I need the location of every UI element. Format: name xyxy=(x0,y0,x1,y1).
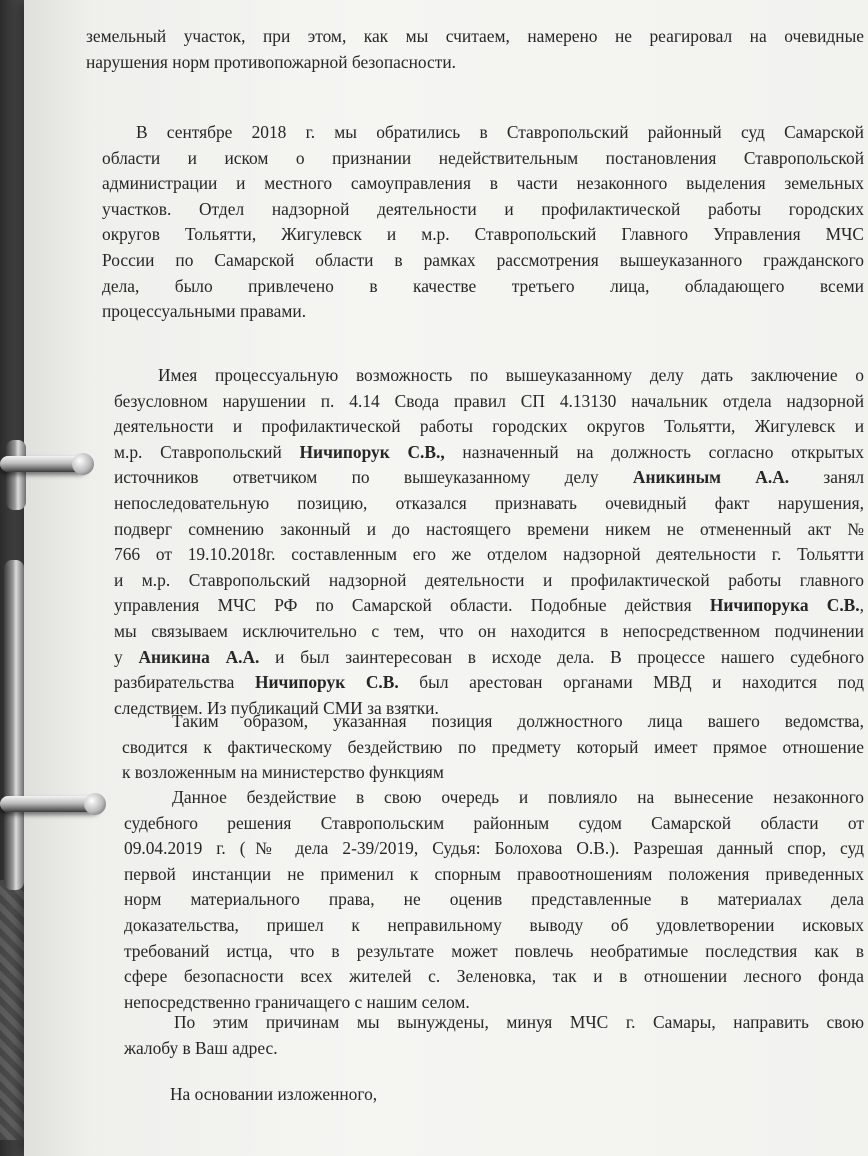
paragraph-september xyxy=(102,120,864,325)
paragraph-basis xyxy=(170,1082,670,1108)
text-line: первой инстанции не применил к спорным правоотношениям положения приведенных xyxy=(124,863,864,884)
binder-ring-end xyxy=(72,453,94,475)
text-line: и м.р. Ставропольский надзорной деятельности и профилактической работы главного xyxy=(114,569,864,590)
text-line: Данное бездействие в свою очередь и повлияло на вынесение незаконного xyxy=(172,787,864,807)
text-line: непосредственно граничащего с нашим селом. xyxy=(124,991,470,1012)
text-line: дела, было привлечено в качестве третьего лица, обладающего всеми xyxy=(102,275,864,296)
text-line: Таким образом, указанная позиция должностного лица вашего ведомства, xyxy=(172,711,864,731)
text-line: процессуальными правами. xyxy=(102,301,307,322)
text-run: разбирательства xyxy=(114,672,255,693)
text-line: деятельности и профилактической работы городских округов Тольятти, Жигулевск и xyxy=(114,416,864,437)
text-run: и был заинтересован в исходе дела. В процессе нашего судебного xyxy=(259,646,864,667)
paragraph-inaction xyxy=(124,785,864,1015)
text-line: норм материального права, не оценив представленные в материалах дела xyxy=(124,889,864,910)
text-run: , xyxy=(859,595,864,616)
binder-ring-post xyxy=(4,560,24,890)
text-line xyxy=(114,440,864,466)
text-line: сводится к фактическому бездействию по предмету который имеет прямое отношение xyxy=(122,736,864,757)
text-line: безусловном нарушении п. 4.14 Свода правил СП 4.13130 начальник отдела надзорной xyxy=(114,390,864,411)
text-line: требований истца, что в результате может повлечь необратимые последствия как в xyxy=(124,940,864,961)
text-run: управления МЧС РФ по Самарской области. Подобные действия xyxy=(114,595,710,616)
text-line xyxy=(114,645,864,671)
paragraph-intro xyxy=(86,24,864,75)
text-run: назначенный на должность согласно открытых xyxy=(444,441,864,462)
text-run: источников ответчиком по вышеуказанному делу xyxy=(114,467,633,488)
text-line: доказательства, пришел к неправильному выводу об удовлетворении исковых xyxy=(124,914,864,935)
text-line: области и иском о признании недействительным постановления Ставропольской xyxy=(102,147,864,168)
text-run: у xyxy=(114,646,139,667)
text-run: м.р. Ставропольский xyxy=(114,441,300,462)
text-line: жалобу в Ваш адрес. xyxy=(124,1037,278,1058)
official-name-anikin: Аникина А.А. xyxy=(138,646,260,667)
paragraph-thus xyxy=(122,709,864,786)
text-line: участков. Отдел надзорной деятельности и профилактической работы городских xyxy=(102,198,864,219)
official-name-nichiporuk: Ничипорука С.В. xyxy=(709,595,860,616)
text-line: 09.04.2019 г. (№ дела 2-39/2019, Судья: Болохова О.В.). Разрешая данный спор, суд xyxy=(124,838,864,859)
text-line: В сентябре 2018 г. мы обратились в Ставропольский районный суд Самарской xyxy=(136,122,864,142)
text-line: следствием. Из публикаций СМИ за взятки. xyxy=(114,697,439,718)
paragraph-opportunity xyxy=(114,363,864,721)
text-line: округов Тольятти, Жигулевск и м.р. Ставропольский Главного Управления МЧС xyxy=(102,224,864,245)
official-name-nichiporuk: Ничипорук С.В., xyxy=(299,441,445,462)
text-line: к возложенным на министерство функциям xyxy=(122,762,444,783)
text-line: сфере безопасности всех жителей с. Зеленовка, так и в отношении лесного фонда xyxy=(124,966,864,987)
text-line xyxy=(114,670,864,696)
text-line xyxy=(114,465,864,491)
text-line: земельный участок, при этом, как мы считаем, намерено не реагировал на очевидные xyxy=(86,26,864,46)
binder-ring-end xyxy=(84,793,106,815)
text-line: подверг сомнению законный и до настоящего времени никем не отмененный акт № xyxy=(114,518,864,539)
text-line: судебного решения Ставропольским районным судом Самарской области от xyxy=(124,812,864,833)
text-run: занял xyxy=(789,467,864,488)
text-line: мы связываем исключительно с тем, что он находится в непосредственном подчинении xyxy=(114,620,864,641)
text-line: 766 от 19.10.2018г. составленным его же отделом надзорной деятельности г. Тольятти xyxy=(114,544,864,565)
paragraph-reasons xyxy=(124,1010,864,1061)
text-run: был арестован органами МВД и находится под xyxy=(398,672,864,693)
text-line: Имея процессуальную возможность по вышеуказанному делу дать заключение о xyxy=(158,365,864,385)
text-line xyxy=(114,593,864,619)
text-line: нарушения норм противопожарной безопасности. xyxy=(86,51,457,72)
binder-ring-post xyxy=(6,440,26,510)
official-name-nichiporuk: Ничипорук С.В. xyxy=(254,672,399,693)
text-line: администрации и местного самоуправления в части незаконного выделения земельных xyxy=(102,173,864,194)
text-line: непоследовательную позицию, отказался признавать очевидный факт нарушения, xyxy=(114,492,864,513)
official-name-anikin: Аникиным А.А. xyxy=(632,467,790,488)
text-line: На основании изложенного, xyxy=(170,1084,378,1104)
text-line: России по Самарской области в рамках рассмотрения вышеуказанного гражданского xyxy=(102,249,864,270)
text-line: По этим причинам мы вынуждены, минуя МЧС г. Самары, направить свою xyxy=(174,1012,864,1032)
document-page xyxy=(24,0,868,1156)
